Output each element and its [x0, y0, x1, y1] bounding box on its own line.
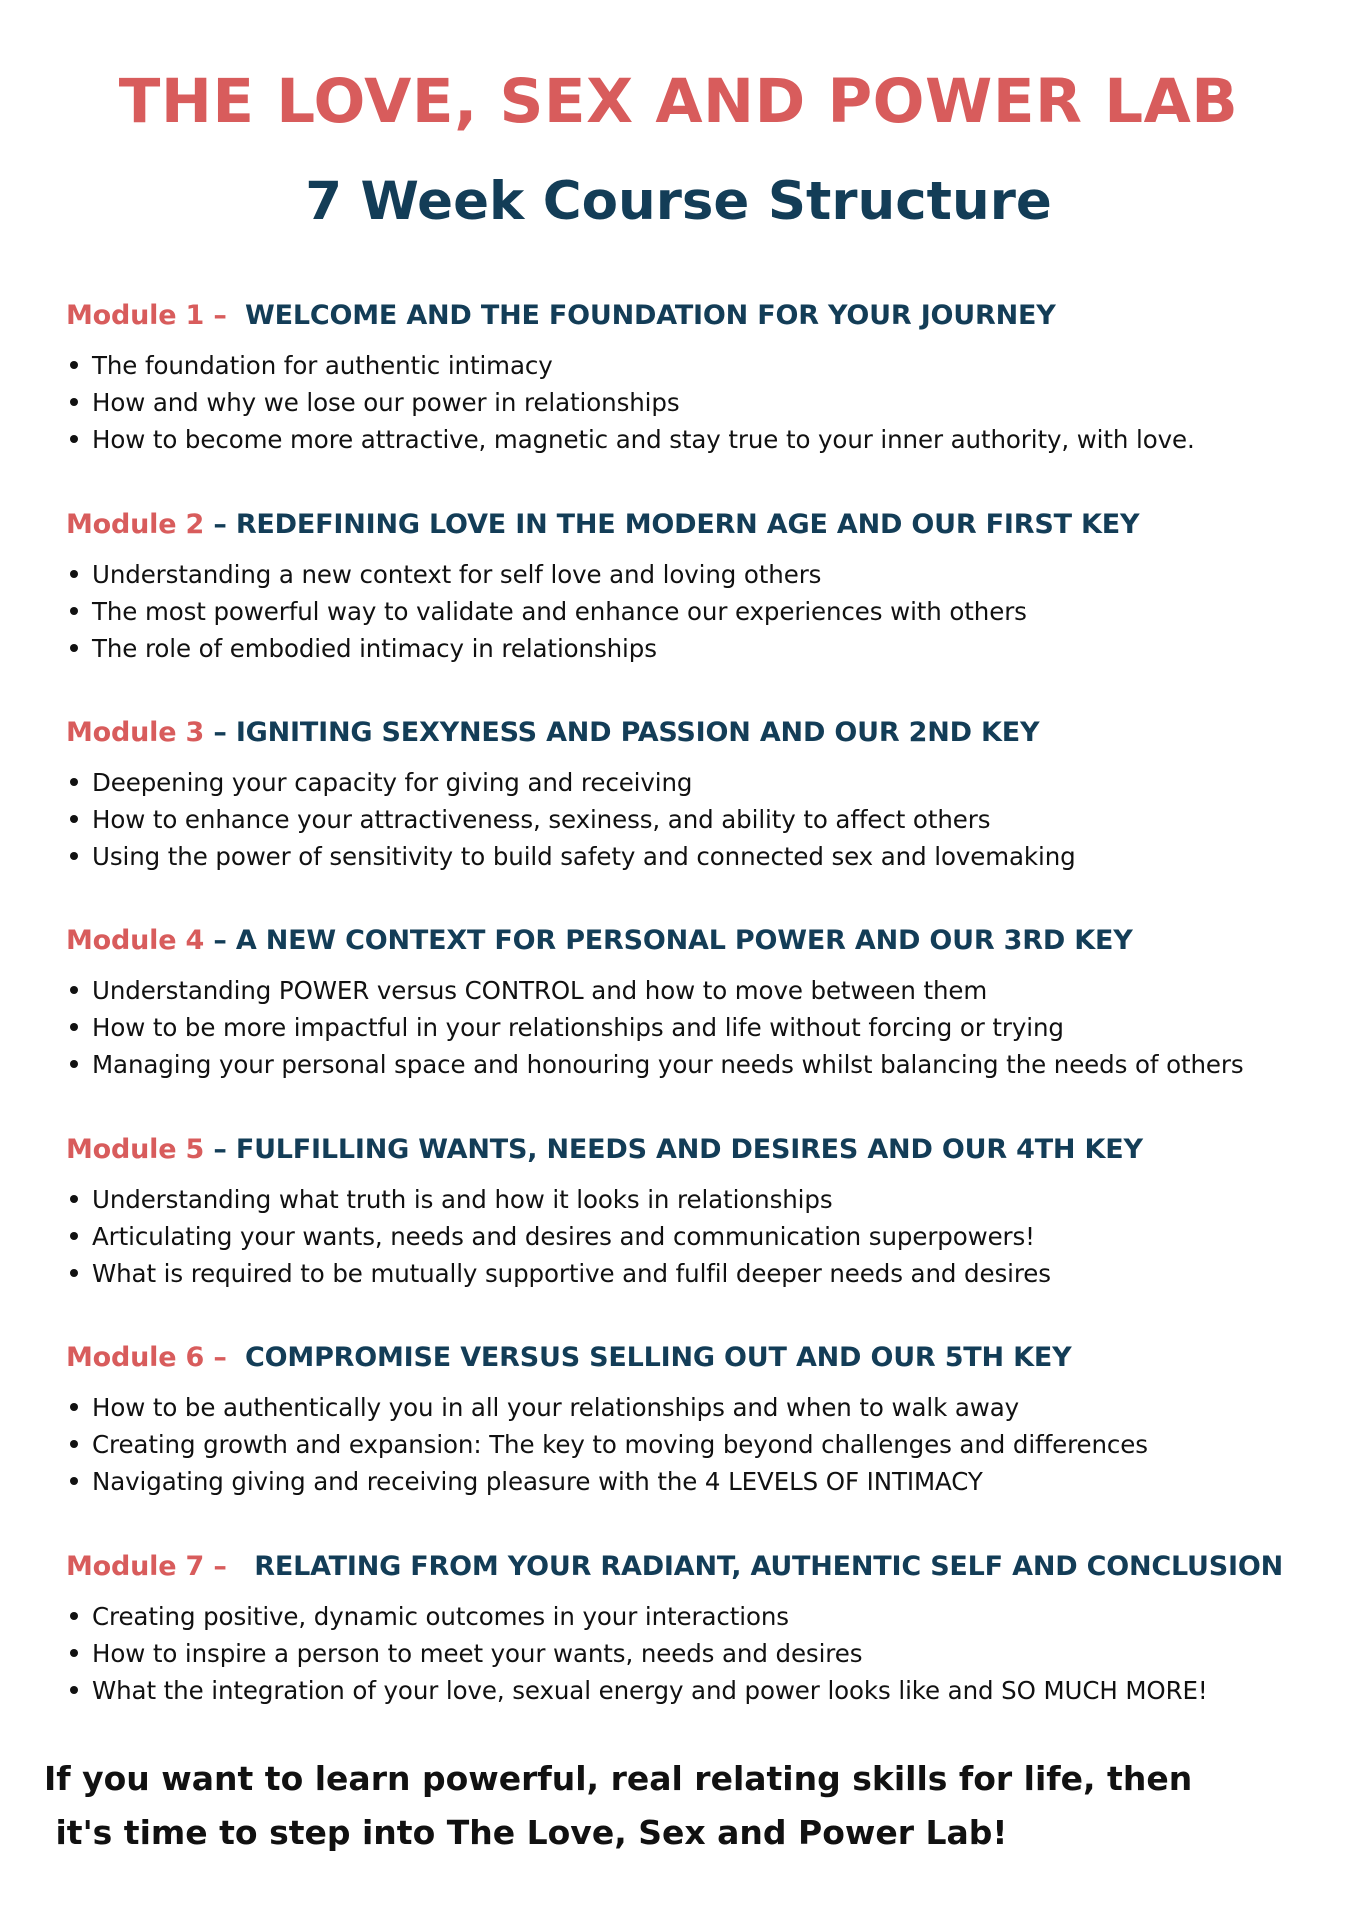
list-item: [66, 1463, 1326, 1500]
module-points: [66, 347, 1326, 458]
module-heading: [66, 715, 1326, 751]
module-separator: –: [204, 1342, 246, 1373]
cta-line-2: it's time to step into The Love, Sex and Power Lab!: [44, 1813, 1008, 1852]
call-to-action: [44, 1752, 1324, 1860]
module-title: REDEFINING LOVE IN THE MODERN AGE AND OUR FIRST KEY: [235, 509, 1140, 540]
list-item-text: Understanding what truth is and how it looks in relationships: [92, 1185, 833, 1214]
module-heading: [66, 1549, 1326, 1585]
bullet-icon: [70, 361, 78, 369]
module-title: COMPROMISE VERSUS SELLING OUT AND OUR 5TH KEY: [245, 1342, 1072, 1373]
module-separator: –: [204, 1551, 255, 1582]
list-item: [66, 972, 1326, 1009]
list-item: [66, 838, 1326, 875]
module-title: A NEW CONTEXT FOR PERSONAL POWER AND OUR 3RD KEY: [235, 925, 1133, 956]
module-4: [66, 923, 1326, 1083]
list-item: [66, 593, 1326, 630]
bullet-icon: [70, 1649, 78, 1657]
list-item-text: How to inspire a person to meet your wants, needs and desires: [92, 1639, 863, 1668]
list-item-text: Creating growth and expansion: The key to moving beyond challenges and differences: [92, 1430, 1148, 1459]
module-points: [66, 556, 1326, 667]
module-points: [66, 1389, 1326, 1500]
list-item: [66, 1218, 1326, 1255]
list-item: [66, 801, 1326, 838]
module-title: IGNITING SEXYNESS AND PASSION AND OUR 2ND KEY: [235, 717, 1040, 748]
bullet-icon: [70, 1686, 78, 1694]
module-points: [66, 972, 1326, 1083]
module-title: RELATING FROM YOUR RADIANT, AUTHENTIC SELF AND CONCLUSION: [254, 1551, 1284, 1582]
list-item-text: The role of embodied intimacy in relationships: [92, 634, 657, 663]
module-3: [66, 715, 1326, 875]
module-separator: –: [204, 925, 236, 956]
list-item: [66, 1598, 1326, 1635]
list-item-text: Deepening your capacity for giving and receiving: [92, 768, 693, 797]
bullet-icon: [70, 1477, 78, 1485]
bullet-icon: [70, 1403, 78, 1411]
list-item: [66, 1181, 1326, 1218]
list-item: [66, 347, 1326, 384]
bullet-icon: [70, 1060, 78, 1068]
module-heading: [66, 298, 1326, 334]
list-item-text: How to be authentically you in all your relationships and when to walk away: [92, 1393, 1020, 1422]
module-points: [66, 1598, 1326, 1709]
module-heading: [66, 507, 1326, 543]
module-heading: [66, 923, 1326, 959]
list-item-text: What is required to be mutually supportive and fulfil deeper needs and desires: [92, 1259, 1051, 1288]
module-separator: –: [204, 509, 236, 540]
list-item-text: Understanding a new context for self love and loving others: [92, 560, 822, 589]
module-7: [66, 1549, 1326, 1709]
bullet-icon: [70, 435, 78, 443]
module-points: [66, 1181, 1326, 1292]
bullet-icon: [70, 1023, 78, 1031]
module-title: FULFILLING WANTS, NEEDS AND DESIRES AND OUR 4TH KEY: [235, 1134, 1143, 1165]
module-separator: –: [204, 300, 246, 331]
list-item: [66, 421, 1326, 458]
list-item-text: Using the power of sensitivity to build safety and connected sex and lovemaking: [92, 842, 1076, 871]
module-separator: –: [204, 1134, 236, 1165]
list-item: [66, 1389, 1326, 1426]
bullet-icon: [70, 1195, 78, 1203]
list-item: [66, 1635, 1326, 1672]
module-label: Module 6: [66, 1342, 205, 1373]
bullet-icon: [70, 644, 78, 652]
module-title: WELCOME AND THE FOUNDATION FOR YOUR JOURNEY: [245, 300, 1056, 331]
page-subtitle: 7 Week Course Structure: [305, 171, 1052, 232]
module-heading: [66, 1340, 1326, 1376]
bullet-icon: [70, 1232, 78, 1240]
list-item-text: Managing your personal space and honouring your needs whilst balancing the needs of others: [92, 1050, 1244, 1079]
list-item-text: The foundation for authentic intimacy: [92, 351, 553, 380]
bullet-icon: [70, 986, 78, 994]
list-item-text: Navigating giving and receiving pleasure with the 4 LEVELS OF INTIMACY: [92, 1467, 983, 1496]
module-separator: –: [204, 717, 236, 748]
list-item-text: What the integration of your love, sexual energy and power looks like and SO MUCH MORE!: [92, 1676, 1208, 1705]
bullet-icon: [70, 570, 78, 578]
list-item-text: How and why we lose our power in relationships: [92, 388, 680, 417]
list-item: [66, 1672, 1326, 1709]
cta-line-1: If you want to learn powerful, real relating skills for life, then: [44, 1759, 1193, 1798]
bullet-icon: [70, 1269, 78, 1277]
list-item: [66, 384, 1326, 421]
module-label: Module 2: [66, 509, 205, 540]
module-label: Module 7: [66, 1551, 205, 1582]
list-item: [66, 1255, 1326, 1292]
list-item-text: Understanding POWER versus CONTROL and how to move between them: [92, 976, 988, 1005]
list-item-text: How to enhance your attractiveness, sexiness, and ability to affect others: [92, 805, 991, 834]
list-item-text: How to be more impactful in your relationships and life without forcing or trying: [92, 1013, 1064, 1042]
list-item-text: How to become more attractive, magnetic and stay true to your inner authority, with love.: [92, 425, 1195, 454]
module-heading: [66, 1132, 1326, 1168]
bullet-icon: [70, 815, 78, 823]
list-item-text: The most powerful way to validate and enhance our experiences with others: [92, 597, 1027, 626]
module-2: [66, 507, 1326, 667]
module-label: Module 5: [66, 1134, 205, 1165]
bullet-icon: [70, 852, 78, 860]
module-5: [66, 1132, 1326, 1292]
bullet-icon: [70, 398, 78, 406]
list-item: [66, 1426, 1326, 1463]
module-points: [66, 764, 1326, 875]
list-item: [66, 630, 1326, 667]
bullet-icon: [70, 1612, 78, 1620]
list-item-text: Creating positive, dynamic outcomes in your interactions: [92, 1602, 789, 1631]
module-label: Module 3: [66, 717, 205, 748]
bullet-icon: [70, 607, 78, 615]
module-1: [66, 298, 1326, 458]
list-item: [66, 764, 1326, 801]
bullet-icon: [70, 778, 78, 786]
list-item: [66, 1046, 1326, 1083]
bullet-icon: [70, 1440, 78, 1448]
module-label: Module 4: [66, 925, 205, 956]
module-label: Module 1: [66, 300, 205, 331]
list-item: [66, 1009, 1326, 1046]
list-item-text: Articulating your wants, needs and desires and communication superpowers!: [92, 1222, 1035, 1251]
list-item: [66, 556, 1326, 593]
module-6: [66, 1340, 1326, 1500]
page-title: THE LOVE, SEX AND POWER LAB: [118, 66, 1239, 137]
